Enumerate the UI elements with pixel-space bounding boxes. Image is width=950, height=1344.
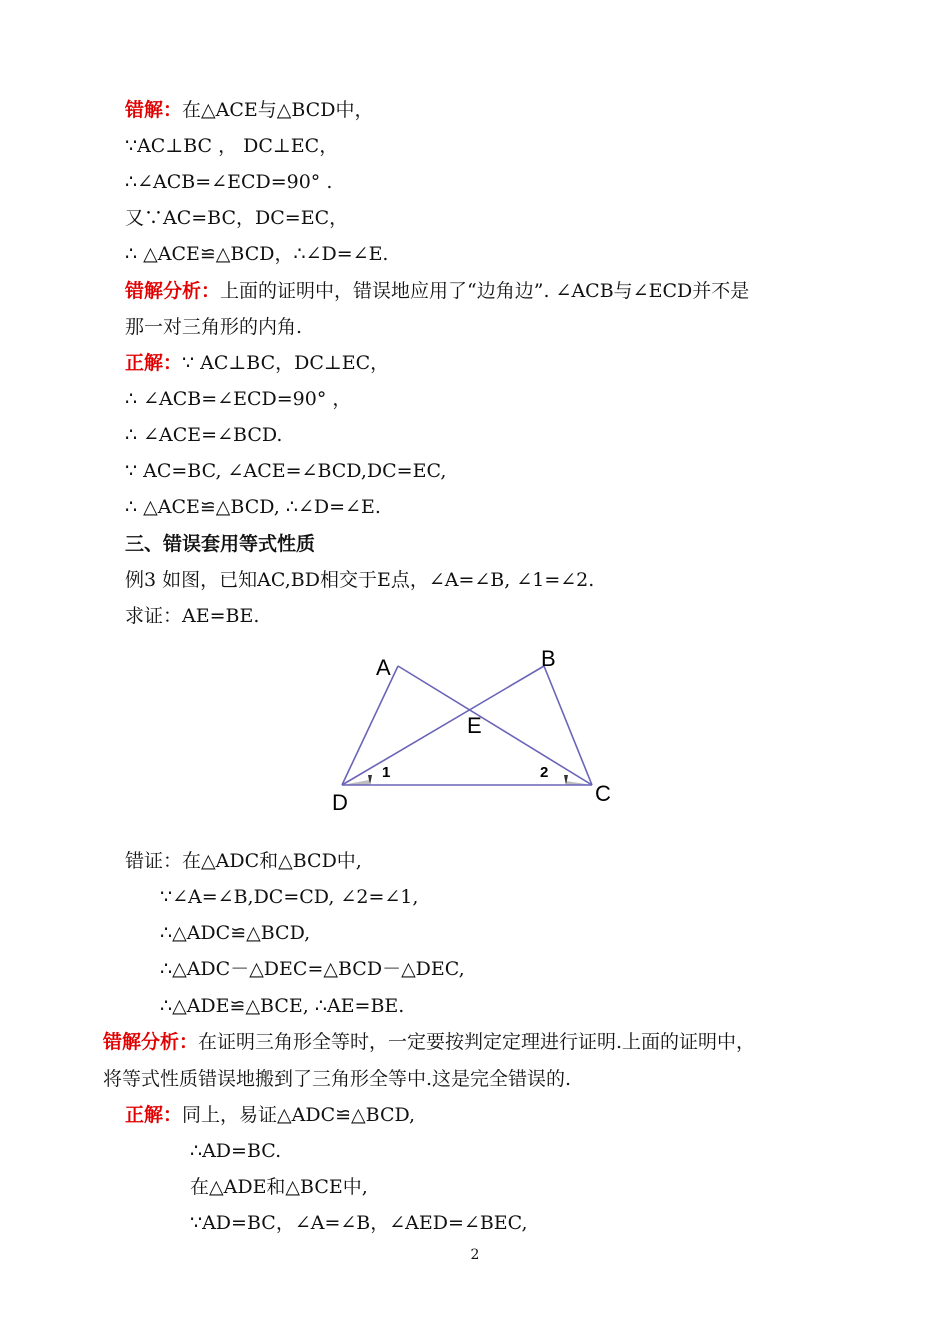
label-angle-2: 2 <box>540 764 549 781</box>
correct2-line-3: 在△ADE和△BCE中, <box>190 1176 368 1198</box>
analysis-text: 上面的证明中，错误地应用了“边角边”. ∠ACB与∠ECD并不是 <box>220 280 750 302</box>
wrong-proof-line-4: ∴△ADC－△DEC=△BCD－△DEC, <box>160 958 465 980</box>
correct2-line-2: ∴AD=BC. <box>190 1140 282 1162</box>
correct2-line-1 <box>125 1102 415 1128</box>
segment-ac <box>398 666 592 785</box>
wrong-solution-text: 在△ACE与△BCD中， <box>182 99 374 121</box>
label-b: B <box>541 646 556 671</box>
triangle-figure <box>322 640 632 820</box>
correct-solution-text: ∵ AC⊥BC，DC⊥EC， <box>182 352 390 374</box>
label-e: E <box>467 713 482 738</box>
wrong-solution-line-4: 又∵AC=BC，DC=EC， <box>125 207 349 229</box>
wrong-solution-line-1 <box>125 97 373 123</box>
page-number: 2 <box>470 1247 480 1263</box>
analysis2-text: 在证明三角形全等时，一定要按判定定理进行证明.上面的证明中， <box>198 1031 756 1053</box>
label-d: D <box>332 790 348 815</box>
correct-solution-line-3: ∴ ∠ACE=∠BCD. <box>125 424 283 446</box>
wrong-proof-line-5: ∴△ADE≌△BCE, ∴AE=BE. <box>160 995 405 1017</box>
correct2-line-4: ∵AD=BC，∠A=∠B，∠AED=∠BEC, <box>190 1212 528 1234</box>
segment-bc <box>544 666 592 785</box>
correct-solution-label: 正解： <box>125 352 183 374</box>
analysis-line-1 <box>125 278 749 304</box>
correct-solution-line-1 <box>125 350 389 376</box>
wrong-solution-label: 错解： <box>125 99 183 121</box>
correct-solution-line-2: ∴ ∠ACB=∠ECD=90° ， <box>125 388 352 410</box>
correct-solution-line-4: ∵ AC=BC, ∠ACE=∠BCD,DC=EC, <box>125 460 447 482</box>
analysis2-line-2: 将等式性质错误地搬到了三角形全等中.这是完全错误的. <box>103 1068 572 1090</box>
wrong-solution-line-3: ∴∠ACB=∠ECD=90° . <box>125 171 333 193</box>
analysis-label: 错解分析： <box>125 280 221 302</box>
analysis2-label: 错解分析： <box>103 1031 199 1053</box>
label-angle-1: 1 <box>382 764 391 781</box>
correct2-text: 同上，易证△ADC≌△BCD, <box>182 1104 416 1126</box>
label-a: A <box>376 655 391 680</box>
wrong-proof-line-2: ∵∠A=∠B,DC=CD, ∠2=∠1, <box>160 886 419 908</box>
example-statement: 例3 如图，已知AC,BD相交于E点，∠A=∠B, ∠1=∠2. <box>125 569 595 591</box>
prove-statement: 求证：AE=BE. <box>125 605 260 627</box>
correct-solution-line-5: ∴ △ACE≌△BCD, ∴∠D=∠E. <box>125 496 381 518</box>
analysis-line-2: 那一对三角形的内角. <box>125 316 303 338</box>
wrong-solution-line-5: ∴ △ACE≌△BCD，∴∠D=∠E. <box>125 243 389 265</box>
analysis2-line-1 <box>103 1029 755 1055</box>
label-c: C <box>595 781 611 806</box>
wrong-solution-line-2: ∵AC⊥BC ， DC⊥EC， <box>125 135 339 157</box>
wrong-proof-line-3: ∴△ADC≌△BCD, <box>160 922 311 944</box>
correct2-label: 正解： <box>125 1104 183 1126</box>
segment-bd <box>342 666 544 785</box>
section-heading: 三、错误套用等式性质 <box>125 533 316 555</box>
wrong-proof-line-1: 错证：在△ADC和△BCD中, <box>125 850 362 872</box>
